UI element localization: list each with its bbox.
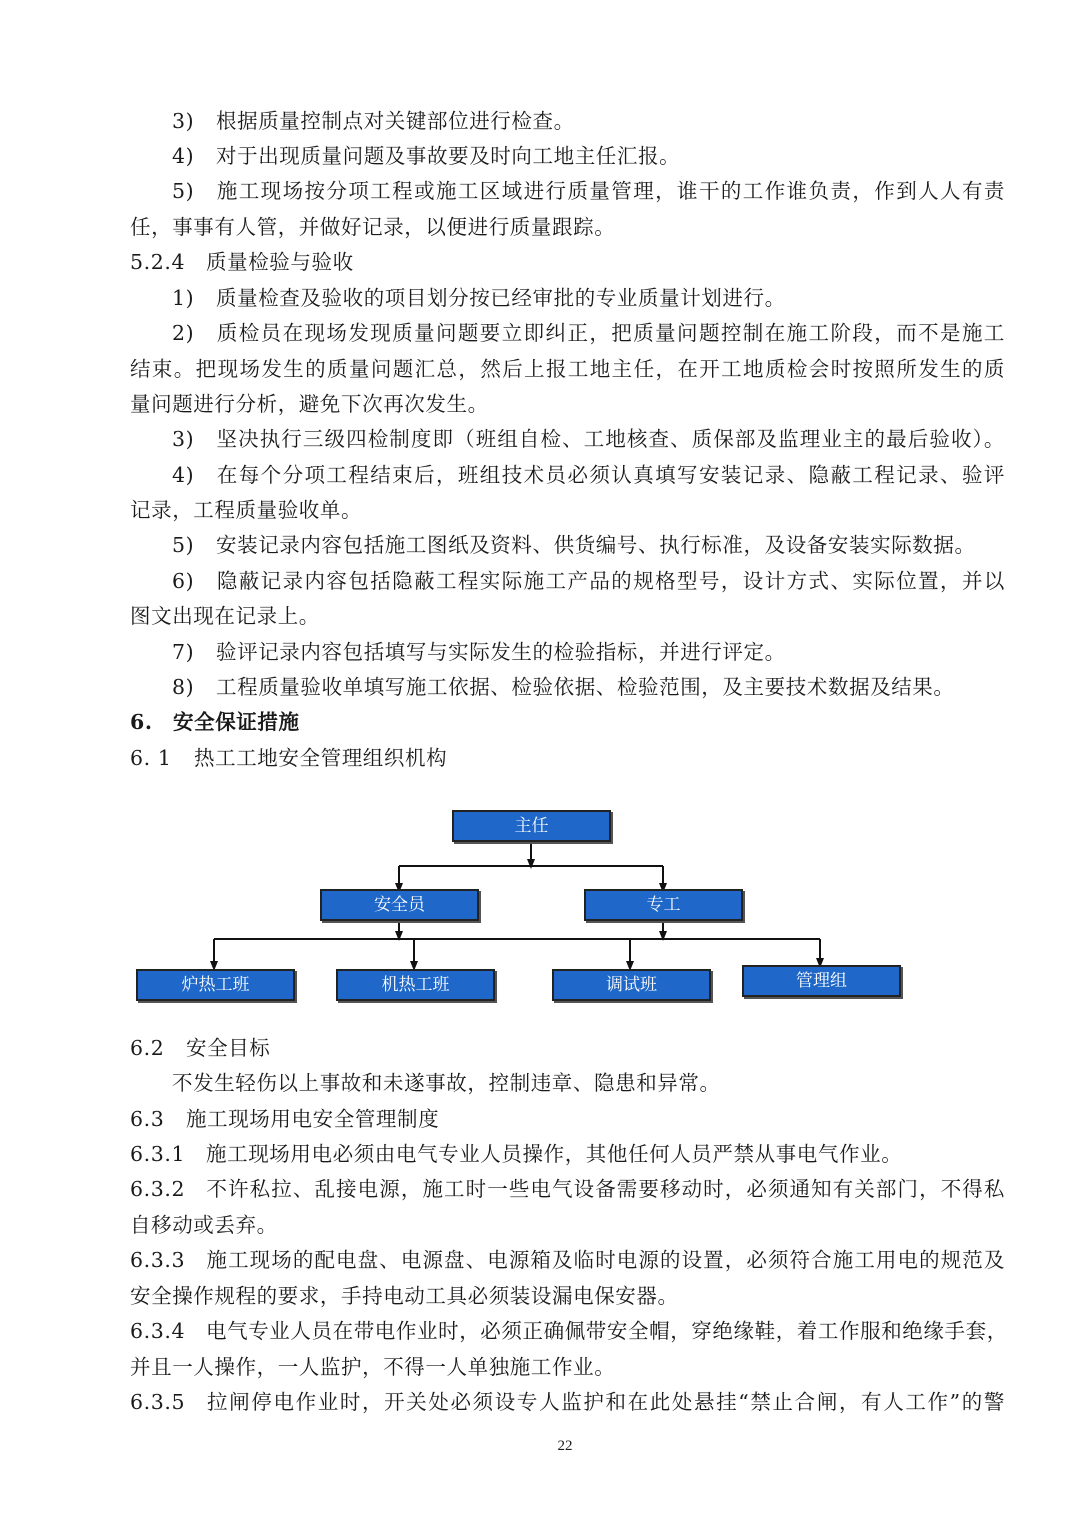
org-node-safety-officer: 安全员 — [320, 889, 479, 921]
list-item: 6) 隐蔽记录内容包括隐蔽工程实际施工产品的规格型号，设计方式、实际位置，并以 — [172, 569, 1005, 593]
list-item: 2) 质检员在现场发现质量问题要立即纠正，把质量问题控制在施工阶段，而不是施工 — [172, 321, 1005, 345]
section-heading: 6. 1 热工工地安全管理组织机构 — [130, 746, 448, 770]
paragraph: 不发生轻伤以上事故和未遂事故，控制违章、隐患和异常。 — [172, 1071, 721, 1095]
paragraph-continuation: 图文出现在记录上。 — [130, 604, 320, 628]
clause: 6.3.4 电气专业人员在带电作业时，必须正确佩带安全帽，穿绝缘鞋，着工作服和绝缘手套， — [130, 1319, 1008, 1343]
clause: 6.3.2 不许私拉、乱接电源，施工时一些电气设备需要移动时，必须通知有关部门，不得私 — [130, 1177, 1005, 1201]
paragraph-continuation: 安全操作规程的要求，手持电动工具必须装设漏电保安器。 — [130, 1284, 679, 1308]
paragraph-continuation: 自移动或丢弃。 — [130, 1213, 278, 1237]
list-item: 4) 对于出现质量问题及事故要及时向工地主任汇报。 — [172, 144, 681, 168]
chapter-heading: 6. 安全保证措施 — [130, 710, 300, 734]
list-item: 4) 在每个分项工程结束后，班组技术员必须认真填写安装记录、隐蔽工程记录、验评 — [172, 463, 1005, 487]
clause: 6.3.1 施工现场用电必须由电气专业人员操作，其他任何人员严禁从事电气作业。 — [130, 1142, 903, 1166]
list-item: 3) 根据质量控制点对关键部位进行检查。 — [172, 109, 575, 133]
list-item: 5) 安装记录内容包括施工图纸及资料、供货编号、执行标准，及设备安装实际数据。 — [172, 533, 976, 557]
org-node-management-group: 管理组 — [742, 965, 901, 997]
list-item: 5) 施工现场按分项工程或施工区域进行质量管理，谁干的工作谁负责，作到人人有责 — [172, 179, 1005, 203]
page-number: 22 — [557, 1438, 573, 1454]
clause: 6.3.3 施工现场的配电盘、电源盘、电源箱及临时电源的设置，必须符合施工用电的规范及 — [130, 1248, 1005, 1272]
org-node-turbine-team: 机热工班 — [336, 969, 495, 1001]
paragraph-continuation: 量问题进行分析，避免下次再次发生。 — [130, 392, 489, 416]
org-node-specialist: 专工 — [584, 889, 743, 921]
org-node-boiler-team: 炉热工班 — [136, 969, 295, 1001]
paragraph-continuation: 记录，工程质量验收单。 — [130, 498, 363, 522]
paragraph-continuation: 并且一人操作，一人监护，不得一人单独施工作业。 — [130, 1355, 616, 1379]
org-node-commissioning-team: 调试班 — [552, 969, 711, 1001]
list-item: 7) 验评记录内容包括填写与实际发生的检验指标，并进行评定。 — [172, 640, 786, 664]
paragraph-continuation: 任，事事有人管，并做好记录，以便进行质量跟踪。 — [130, 215, 616, 239]
section-heading: 5.2.4 质量检验与验收 — [130, 250, 354, 274]
org-node-director: 主任 — [452, 810, 611, 842]
section-heading: 6.2 安全目标 — [130, 1036, 271, 1060]
org-chart — [0, 800, 1080, 1010]
paragraph-continuation: 结束。把现场发生的质量问题汇总，然后上报工地主任，在开工地质检会时按照所发生的质 — [130, 357, 1005, 381]
list-item: 3) 坚决执行三级四检制度即（班组自检、工地核查、质保部及监理业主的最后验收）。 — [172, 427, 1005, 451]
list-item: 1) 质量检查及验收的项目划分按已经审批的专业质量计划进行。 — [172, 286, 786, 310]
section-heading: 6.3 施工现场用电安全管理制度 — [130, 1107, 440, 1131]
clause: 6.3.5 拉闸停电作业时，开关处必须设专人监护和在此处悬挂“禁止合闸，有人工作”的警 — [130, 1390, 1005, 1414]
list-item: 8) 工程质量验收单填写施工依据、检验依据、检验范围，及主要技术数据及结果。 — [172, 675, 955, 699]
